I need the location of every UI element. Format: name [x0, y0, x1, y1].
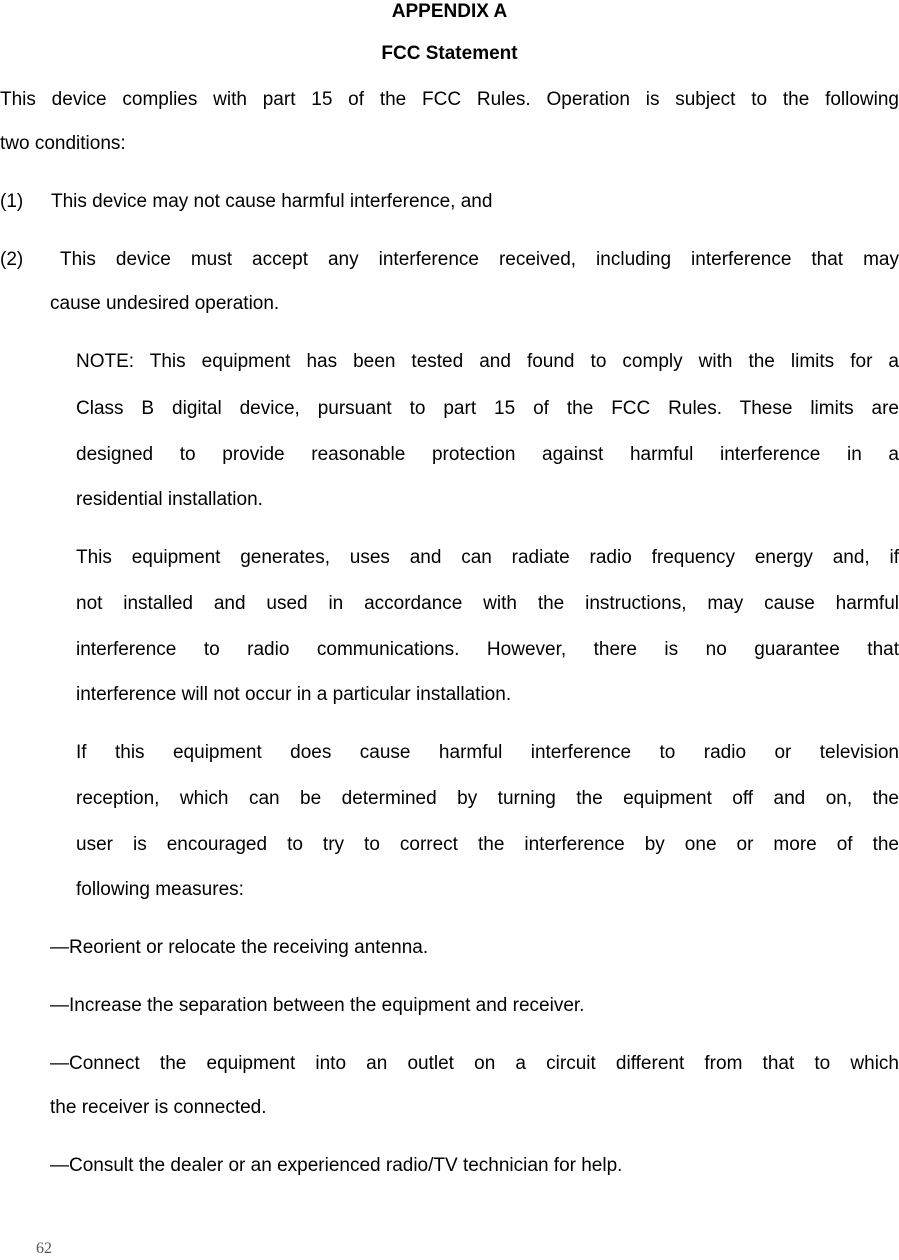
- paragraph3-line-3: user is encouraged to try to correct the interference by one or more of the: [76, 834, 899, 855]
- paragraph3-line-4: following measures:: [76, 879, 244, 900]
- paragraph2-line-4: interference will not occur in a particular installation.: [76, 684, 512, 705]
- measure-2: —Increase the separation between the equipment and receiver.: [50, 995, 585, 1016]
- page-number: 62: [36, 1240, 52, 1257]
- paragraph2-line-1: This equipment generates, uses and can radiate radio frequency energy and, if: [76, 547, 899, 568]
- intro-line-1: This device complies with part 15 of the FCC Rules. Operation is subject to the following: [0, 89, 899, 110]
- paragraph3-line-1: If this equipment does cause harmful interference to radio or television: [76, 742, 899, 763]
- paragraph2-line-3: interference to radio communications. However, there is no guarantee that: [76, 639, 899, 660]
- paragraph3-line-2: reception, which can be determined by turning the equipment off and on, the: [76, 788, 899, 809]
- condition-1-number: (1): [0, 191, 24, 212]
- measure-3-line-2: the receiver is connected.: [50, 1097, 267, 1118]
- note-line-2: Class B digital device, pursuant to part 15 of the FCC Rules. These limits are: [76, 398, 899, 419]
- note-line-1: NOTE: This equipment has been tested and found to comply with the limits for a: [76, 351, 899, 372]
- paragraph2-line-2: not installed and used in accordance with the instructions, may cause harmful: [76, 593, 899, 614]
- condition-1-text: This device may not cause harmful interference, and: [51, 191, 493, 212]
- measure-1: —Reorient or relocate the receiving antenna.: [50, 937, 429, 958]
- appendix-title: APPENDIX A: [391, 1, 508, 22]
- condition-2-line-2: cause undesired operation.: [50, 293, 280, 314]
- intro-line-2: two conditions:: [0, 133, 126, 154]
- measure-3-line-1: —Connect the equipment into an outlet on a circuit different from that to which: [50, 1053, 899, 1074]
- section-title: FCC Statement: [381, 43, 518, 64]
- condition-2-number: (2): [0, 249, 24, 270]
- note-line-3: designed to provide reasonable protection against harmful interference in a: [76, 444, 899, 465]
- measure-4: —Consult the dealer or an experienced radio/TV technician for help.: [50, 1155, 623, 1176]
- condition-2-line-1: This device must accept any interference received, including interference that may: [60, 249, 899, 270]
- note-line-4: residential installation.: [76, 489, 263, 510]
